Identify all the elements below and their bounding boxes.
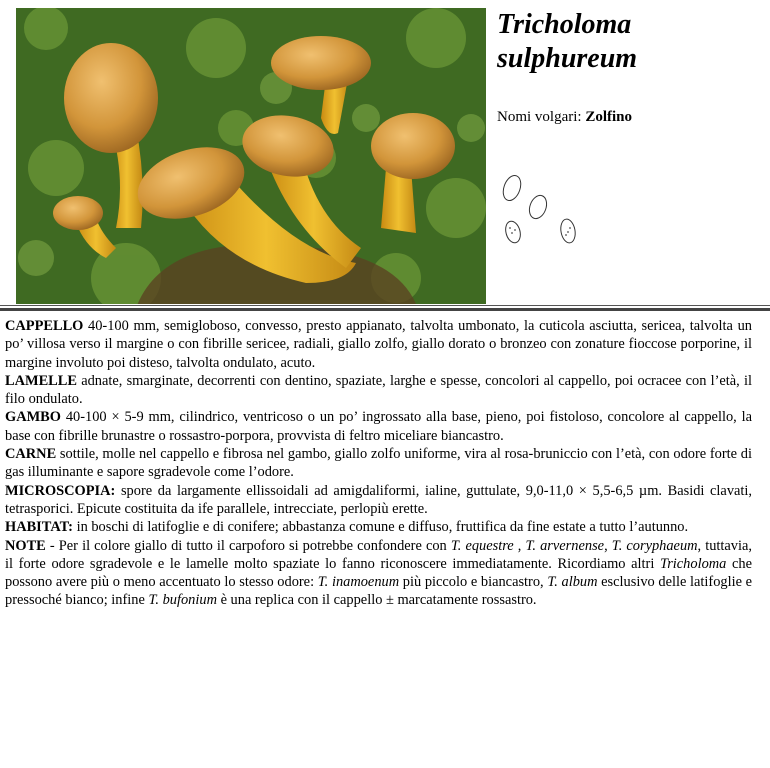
text-gambo: 40-100 × 5-9 mm, cilindrico, ventricoso o un po’ ingrossato alla base, pieno, poi fistoloso, concolore al cappello, la base con fibrille brunastre o rossastro-porpora, provvista di feltro miceliare biancastro. (5, 409, 752, 444)
note-text: più piccolo e biancastro, (399, 574, 548, 591)
section-cappello (5, 317, 752, 372)
note-species: T. inamoenum (317, 574, 400, 591)
common-name-label: Nomi volgari: (497, 109, 582, 125)
text-habitat: in boschi di latifoglie e di conifere; abbastanza comune e diffuso, fruttifica da fine estate a tutto l’autunno. (72, 519, 689, 536)
note-text: , (513, 537, 526, 554)
note-text: esclusivo delle latifoglie e pressoché bianco; infine (5, 574, 753, 609)
common-names (497, 109, 632, 126)
section-microscopia (5, 482, 752, 519)
spore-1 (500, 173, 524, 203)
note-species: T. album (547, 574, 598, 591)
heading-gambo: GAMBO (5, 409, 61, 426)
note-species: T. bufonium (148, 592, 217, 609)
text-lamelle: adnate, smarginate, decorrenti con dentino, spaziate, larghe e spesse, concolori al cappello, poi ocracee con l’età, il filo ondulato. (5, 372, 752, 408)
note-text: - Per il colore giallo di tutto il carpoforo si potrebbe confondere con (45, 537, 451, 554)
heading-habitat: HABITAT: (5, 519, 73, 536)
section-carne (5, 445, 752, 482)
genus-name: Tricholoma (497, 9, 632, 40)
note-species: T. arvernense (525, 537, 605, 554)
mushroom-photo (16, 8, 486, 304)
note-species: T. equestre (450, 537, 514, 554)
heading-microscopia: MICROSCOPIA: (5, 482, 116, 499)
heading-carne: CARNE (5, 446, 57, 463)
common-name-value: Zolfino (585, 109, 633, 125)
note-text: , (604, 537, 612, 554)
spore-3 (503, 220, 522, 245)
spore-drawing (498, 170, 588, 255)
text-carne: sottile, molle nel cappello e fibrosa nel gambo, giallo zolfo uniforme, vira al rosa-bruniccio con l’età, con odore forte di gas illuminante e sapore sgradevole come l’odore. (5, 446, 752, 481)
text-cappello: 40-100 mm, semigloboso, convesso, presto appianato, talvolta umbonato, la cuticola asciutta, sericea, talvolta un po’ villosa verso il margine o con fibrille sericee, radiali, giallo zolfo, giallo dorato o bronzeo con zonature fioccose porporine, il margine involuto poi disteso, talvolta ondulato, acuto. (5, 318, 752, 371)
divider-thick (0, 308, 770, 311)
section-note (5, 537, 752, 610)
species-title (497, 8, 757, 76)
heading-cappello: CAPPELLO (5, 318, 84, 334)
heading-lamelle: LAMELLE (5, 372, 77, 389)
note-species: T. coryphaeum (611, 537, 698, 554)
spore-2 (526, 193, 549, 221)
note-text: è una replica con il cappello ± marcatamente rossastro. (216, 592, 537, 609)
description (5, 317, 752, 610)
heading-note: NOTE (5, 537, 46, 554)
text-microscopia: spore da largamente ellissoidali ad amigdaliformi, ialine, guttulate, 9,0-11,0 × 5,5-6,5 µm. Basidi clavati, tetrasporici. Epicute costituita da ife parallele, intrecciate, perlopiù erette. (5, 482, 752, 517)
species-epithet: sulphureum (497, 43, 638, 74)
section-gambo (5, 408, 752, 445)
section-habitat (5, 518, 752, 536)
divider-thin (0, 305, 770, 306)
note-text: che possono avere più o meno accentuato lo stesso odore: (5, 555, 752, 591)
note-text: , tuttavia, il forte odore sgradevole e le lamelle molto spaziate lo fanno riconoscere immediatamente. Ricordiamo altri (5, 537, 752, 572)
note-species: Tricholoma (659, 555, 727, 572)
section-lamelle (5, 372, 752, 409)
